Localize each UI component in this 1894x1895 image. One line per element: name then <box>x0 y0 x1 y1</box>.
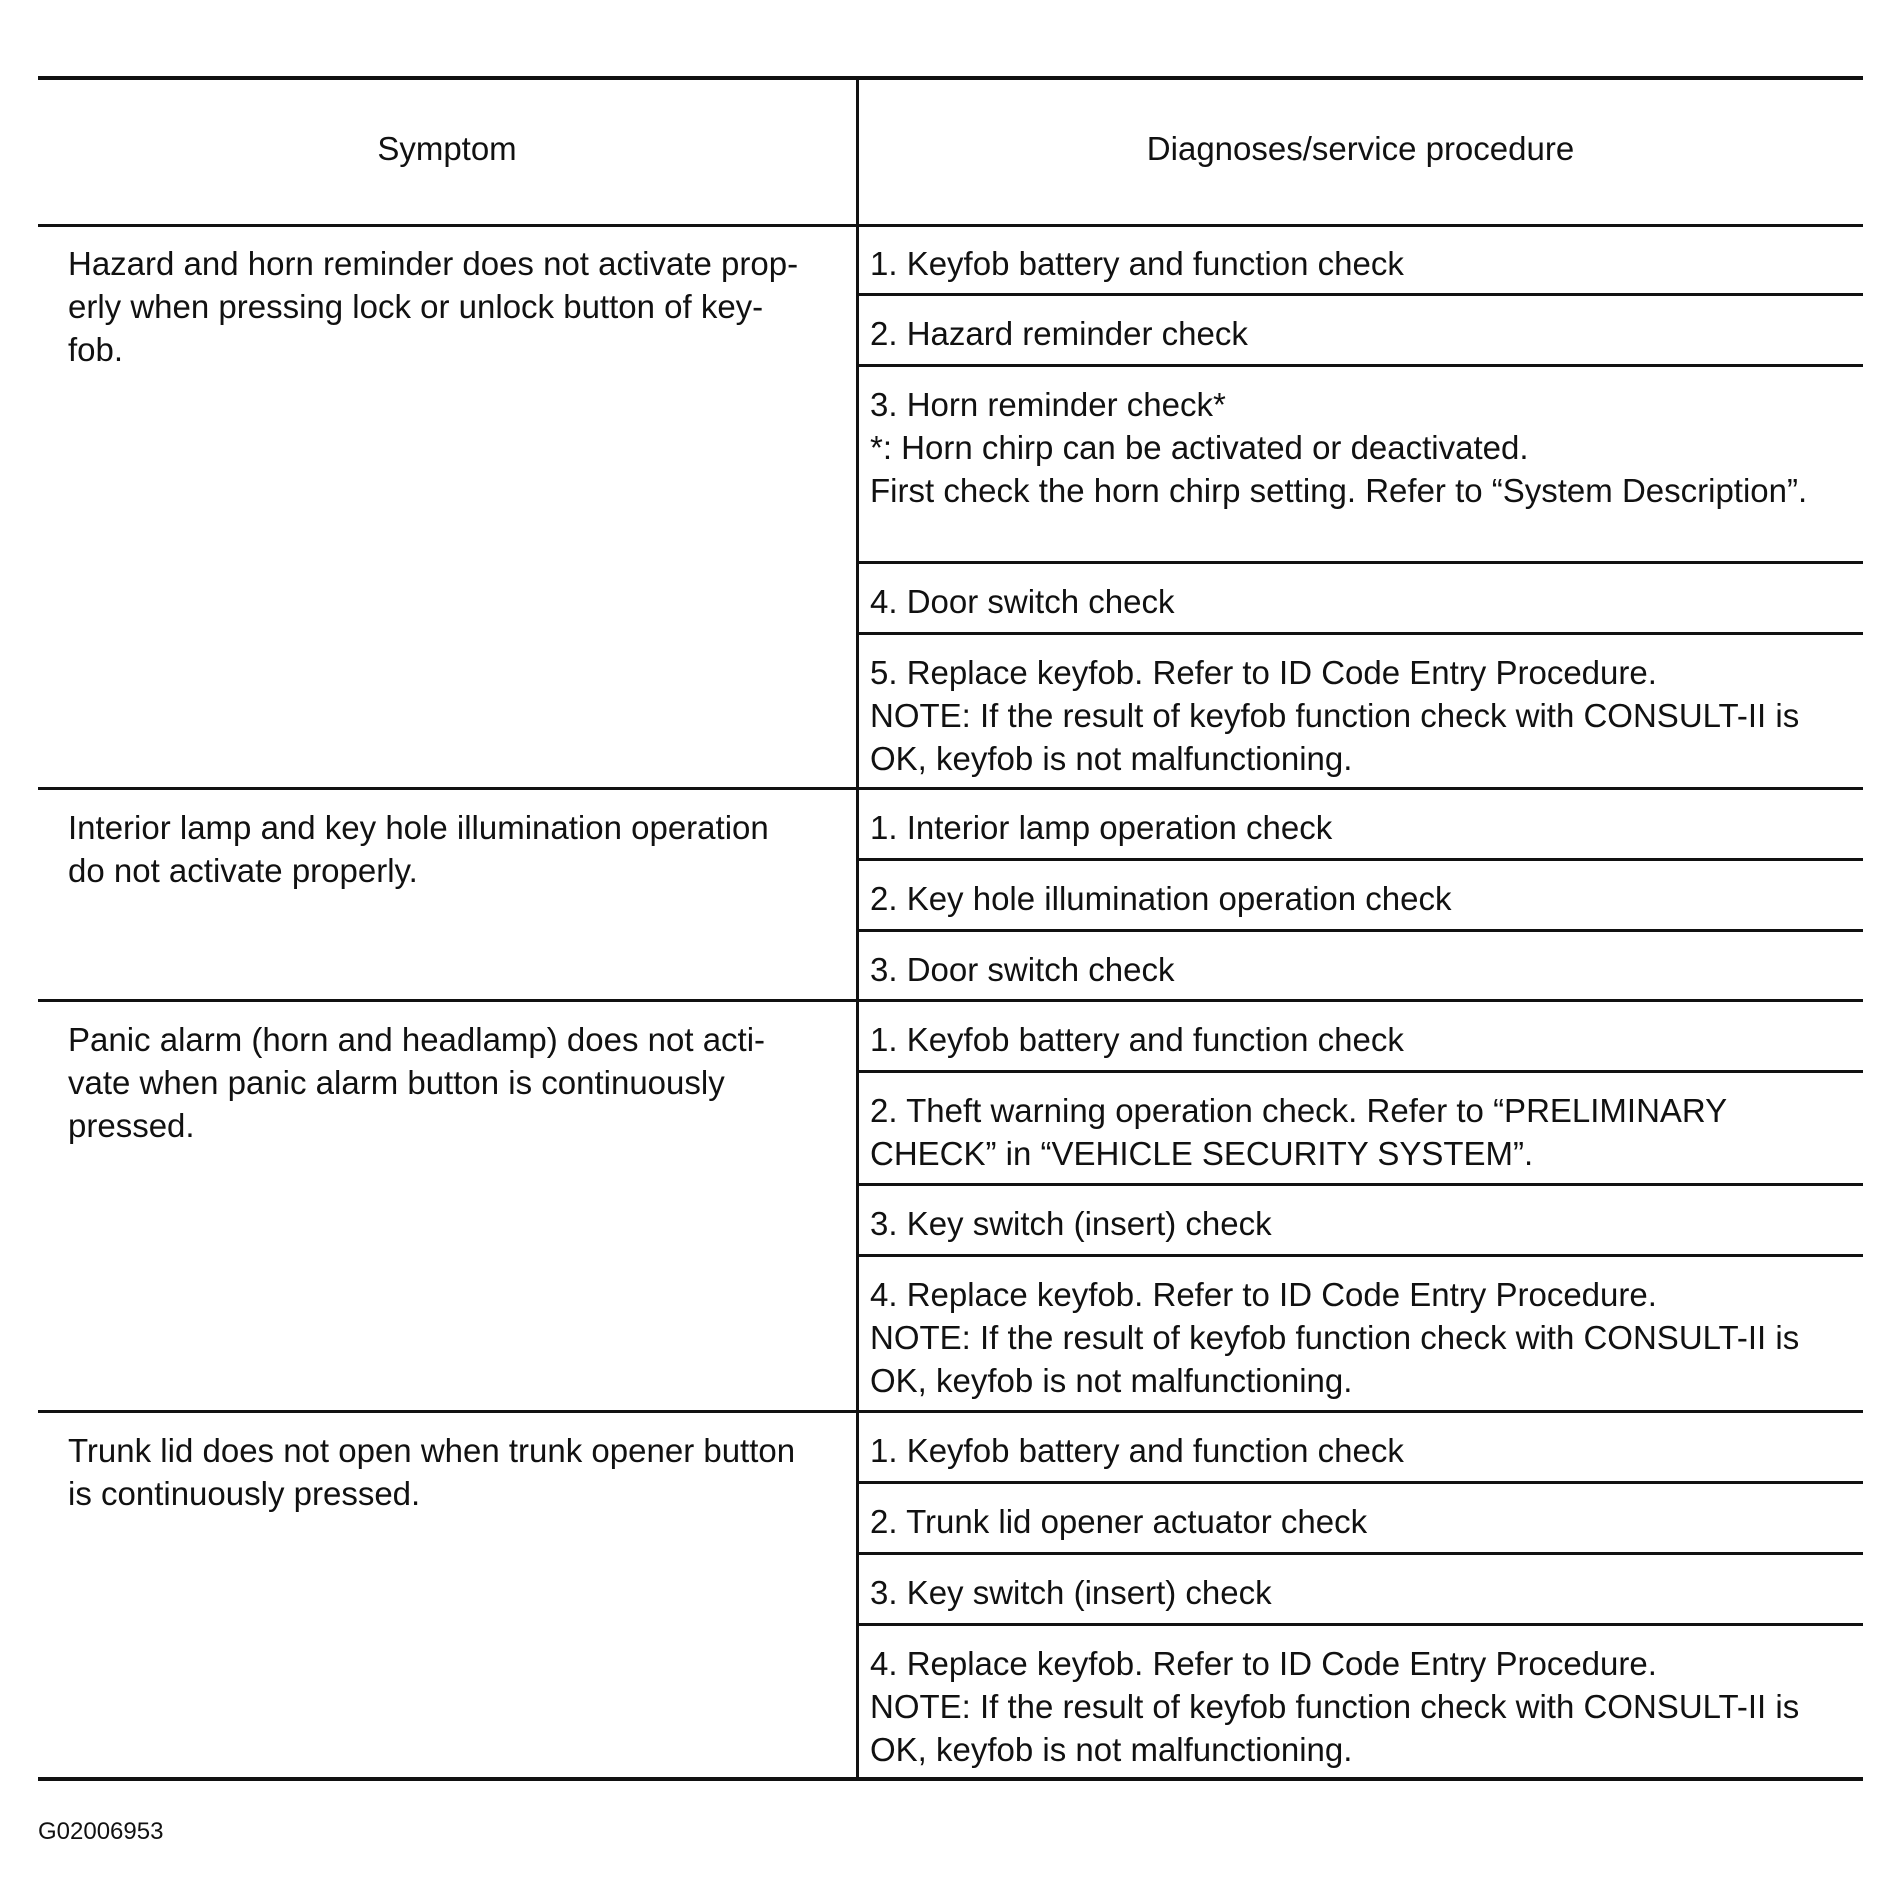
step-rule <box>858 1481 1863 1484</box>
procedure-step: 2. Theft warning operation check. Refer to “PRELIMINARY CHECK” in “VEHICLE SECURITY SYSTEM”. <box>870 1092 1728 1172</box>
symptom-cell: Trunk lid does not open when trunk opener button is continuously pressed. <box>68 1432 796 1512</box>
header-bottom-rule <box>38 224 1863 227</box>
symptom-cell: Hazard and horn reminder does not activate prop- erly when pressing lock or unlock button of key- fob. <box>68 245 799 368</box>
table-bottom-rule <box>38 1777 1863 1781</box>
procedure-step: 3. Door switch check <box>870 951 1175 988</box>
step-rule <box>858 1183 1863 1186</box>
step-rule <box>858 561 1863 564</box>
procedure-step: 3. Key switch (insert) check <box>870 1574 1272 1611</box>
symptom-cell: Panic alarm (horn and headlamp) does not acti- vate when panic alarm button is continuously pressed. <box>68 1021 766 1144</box>
step-rule <box>858 1623 1863 1626</box>
procedure-step: 3. Horn reminder check* *: Horn chirp can be activated or deactivated. First check the horn chirp setting. Refer to “System Description”. <box>870 386 1808 509</box>
step-rule <box>858 858 1863 861</box>
row-rule <box>38 1410 1863 1413</box>
procedure-step: 2. Hazard reminder check <box>870 315 1248 352</box>
step-rule <box>858 632 1863 635</box>
procedure-step: 2. Trunk lid opener actuator check <box>870 1503 1368 1540</box>
figure-code: G02006953 <box>38 1818 164 1845</box>
step-rule <box>858 1070 1863 1073</box>
step-rule <box>858 364 1863 367</box>
header-symptom: Symptom <box>377 130 517 167</box>
procedure-step: 4. Replace keyfob. Refer to ID Code Entry Procedure. NOTE: If the result of keyfob function check with CONSULT-II is OK, keyfob is not malfunctioning. <box>870 1276 1800 1399</box>
procedure-step: 1. Keyfob battery and function check <box>870 245 1404 282</box>
procedure-step: 4. Door switch check <box>870 583 1175 620</box>
step-rule <box>858 1552 1863 1555</box>
table-top-rule <box>38 76 1863 80</box>
symptom-cell: Interior lamp and key hole illumination operation do not activate properly. <box>68 809 769 889</box>
step-rule <box>858 1254 1863 1257</box>
row-rule <box>38 999 1863 1002</box>
row-rule <box>38 787 1863 790</box>
procedure-step: 4. Replace keyfob. Refer to ID Code Entry Procedure. NOTE: If the result of keyfob function check with CONSULT-II is OK, keyfob is not malfunctioning. <box>870 1645 1800 1768</box>
step-rule <box>858 293 1863 296</box>
procedure-step: 1. Keyfob battery and function check <box>870 1021 1404 1058</box>
procedure-step: 3. Key switch (insert) check <box>870 1205 1272 1242</box>
procedure-step: 1. Interior lamp operation check <box>870 809 1333 846</box>
header-procedure: Diagnoses/service procedure <box>1146 130 1575 167</box>
procedure-step: 5. Replace keyfob. Refer to ID Code Entry Procedure. NOTE: If the result of keyfob function check with CONSULT-II is OK, keyfob is not malfunctioning. <box>870 654 1800 777</box>
procedure-step: 1. Keyfob battery and function check <box>870 1432 1404 1469</box>
step-rule <box>858 929 1863 932</box>
procedure-step: 2. Key hole illumination operation check <box>870 880 1452 917</box>
